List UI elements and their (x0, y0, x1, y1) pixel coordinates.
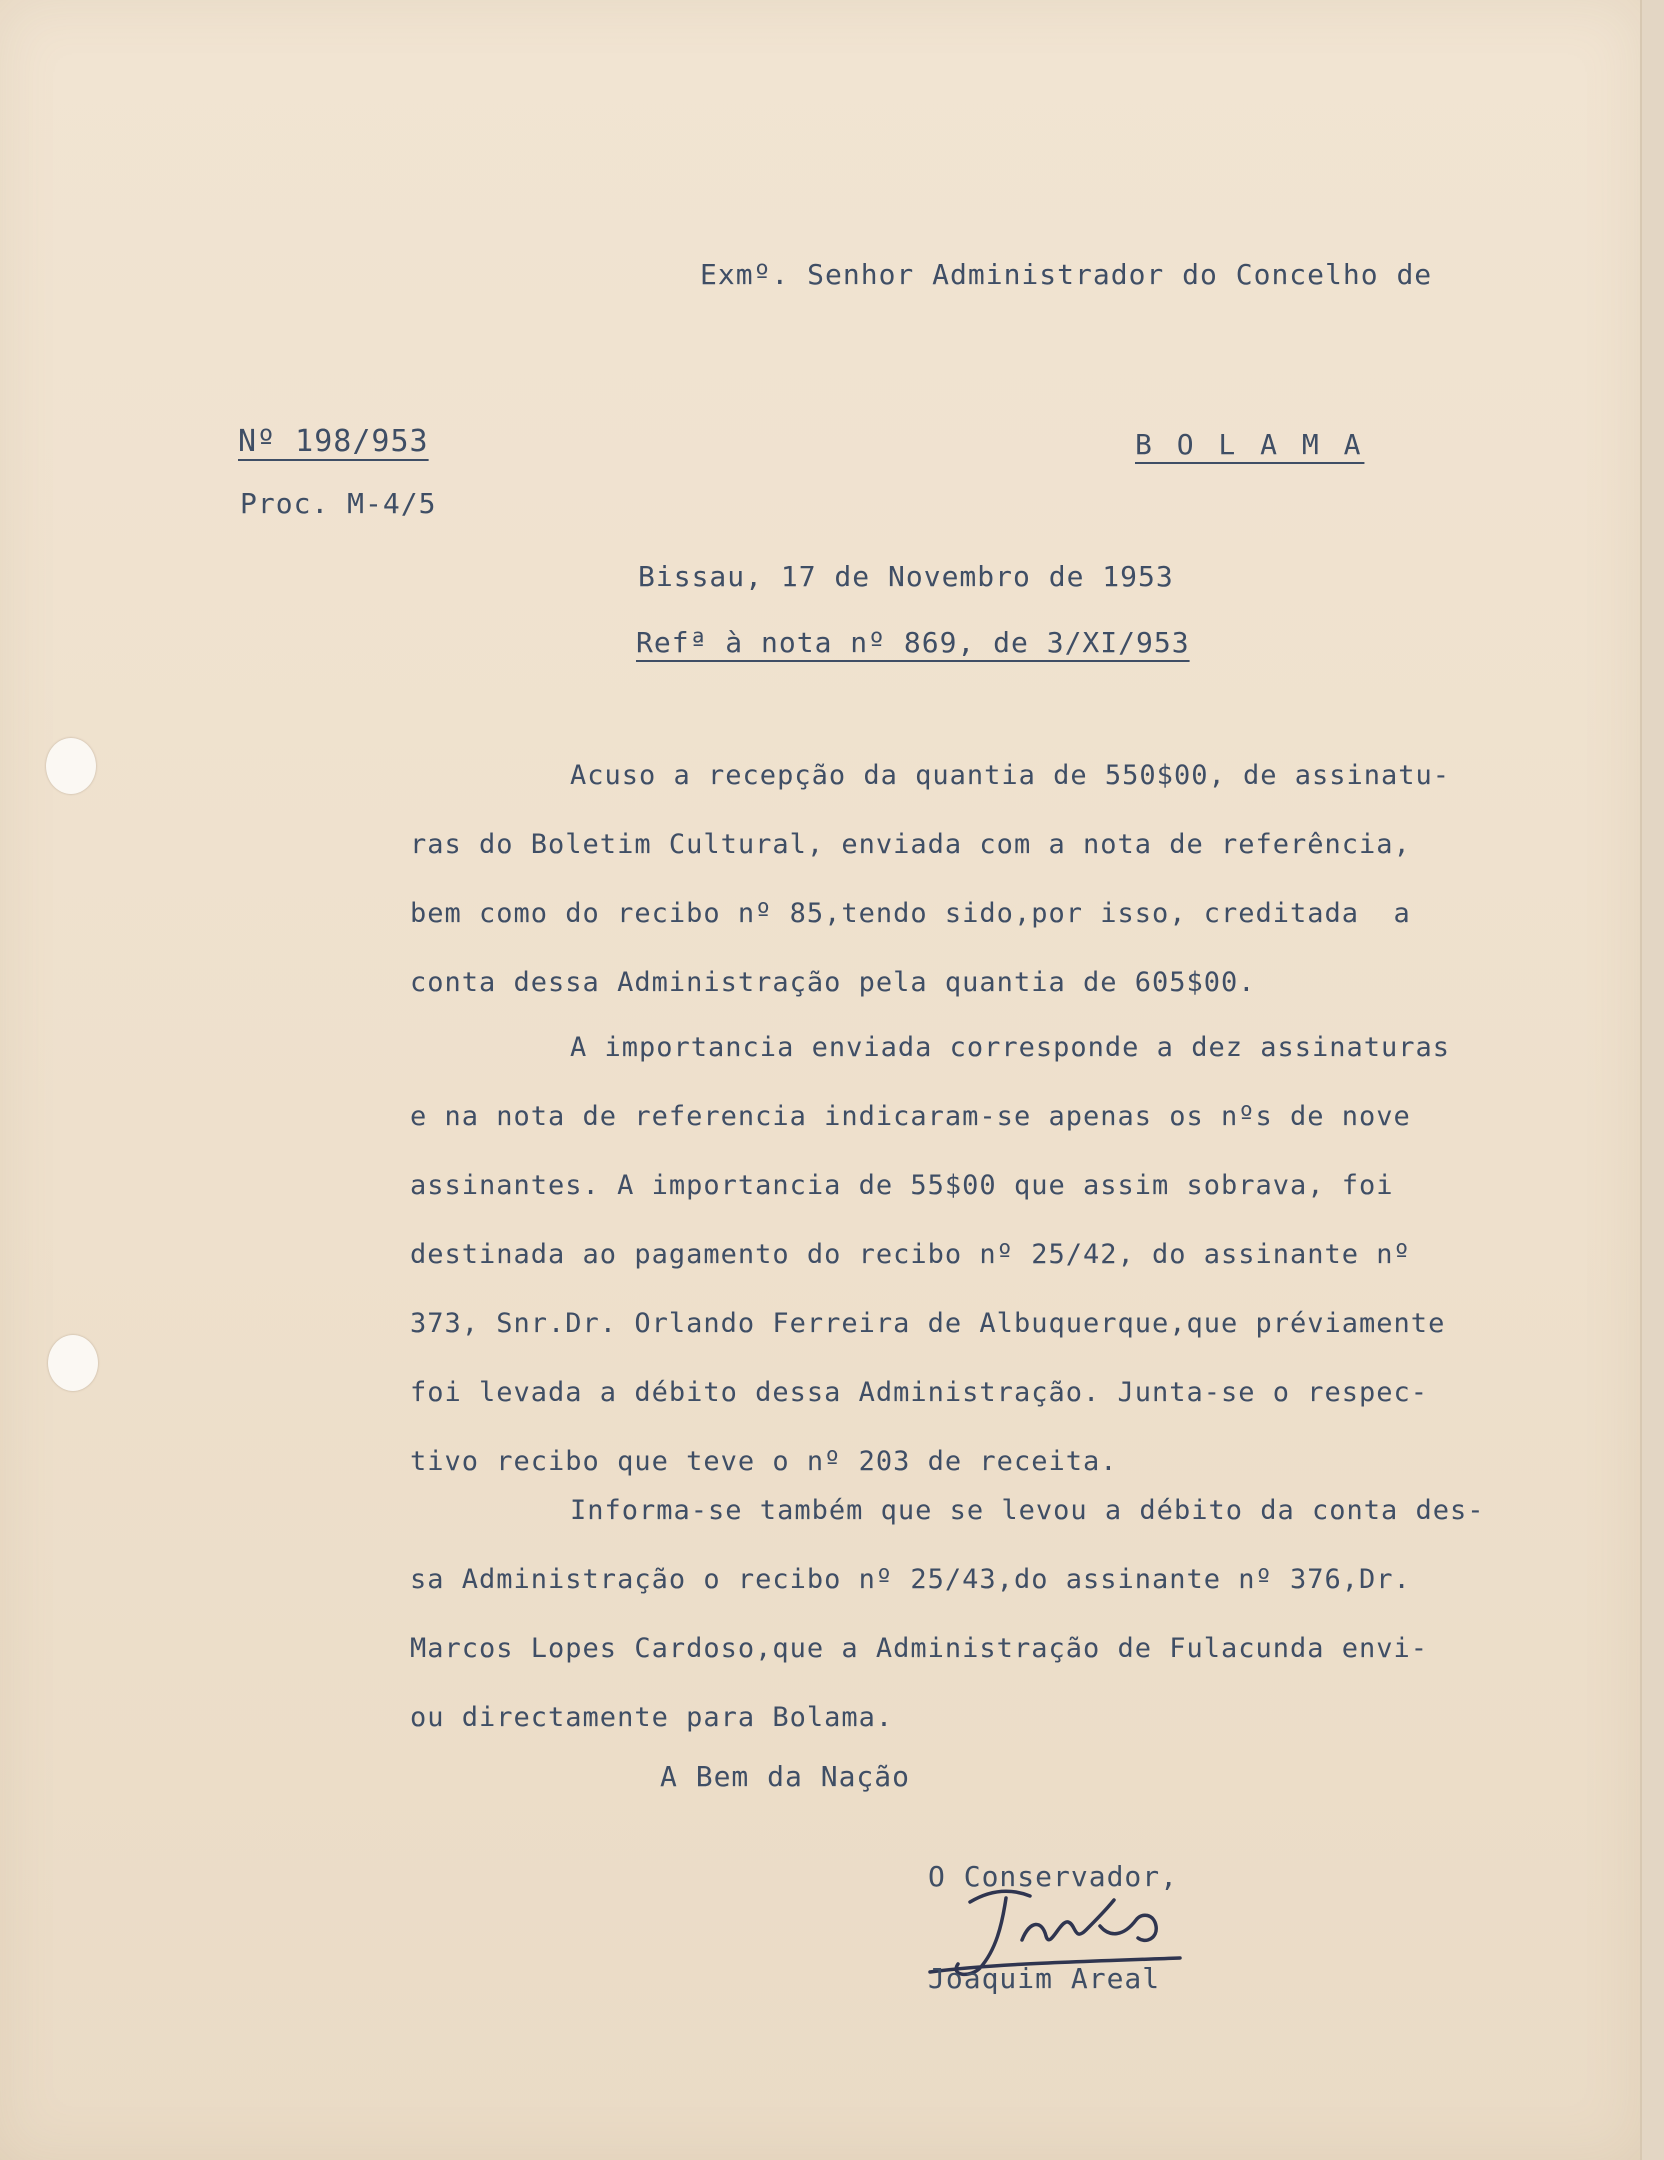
paragraph-2 (410, 1032, 1620, 1515)
reference-number: Nº 198/953 (238, 424, 429, 459)
paragraph-1-line: Acuso a recepção da quantia de 550$00, de assinatu- (570, 760, 1451, 791)
paragraph-1-line: conta dessa Administração pela quantia de 605$00. (410, 967, 1256, 998)
paragraph-3-line: sa Administração o recibo nº 25/43,do assinante nº 376,Dr. (410, 1564, 1411, 1595)
paragraph-2-line: tivo recibo que teve o nº 203 de receita. (410, 1446, 1118, 1477)
paragraph-2-line: e na nota de referencia indicaram-se apenas os nºs de nove (410, 1101, 1411, 1132)
place-date: Bissau, 17 de Novembro de 1953 (638, 560, 1174, 593)
page-edge (1640, 0, 1664, 2160)
paragraph-3-line: Informa-se também que se levou a débito da conta des- (570, 1495, 1485, 1526)
paragraph-1 (410, 760, 1620, 1036)
signature-title: O Conservador, (928, 1860, 1179, 1893)
paragraph-1-line: ras do Boletim Cultural, enviada com a nota de referência, (410, 829, 1411, 860)
note-reference: Refª à nota nº 869, de 3/XI/953 (636, 626, 1190, 659)
punch-hole-top (46, 738, 96, 794)
paragraph-1-line: bem como do recibo nº 85,tendo sido,por isso, creditada a (410, 898, 1411, 929)
signatory-name: Joaquim Areal (928, 1962, 1161, 1995)
paragraph-2-line: foi levada a débito dessa Administração. Junta-se o respec- (410, 1377, 1429, 1408)
closing-salutation: A Bem da Nação (660, 1760, 911, 1793)
paragraph-2-line: 373, Snr.Dr. Orlando Ferreira de Albuquerque,que préviamente (410, 1308, 1446, 1339)
paragraph-2-line: A importancia enviada corresponde a dez assinaturas (570, 1032, 1451, 1063)
paragraph-2-line: destinada ao pagamento do recibo nº 25/42, do assinante nº (410, 1239, 1411, 1270)
punch-hole-bottom (48, 1335, 98, 1391)
process-number: Proc. M-4/5 (240, 487, 437, 520)
destination-bolama: B O L A M A (1135, 428, 1365, 461)
paragraph-3-line: Marcos Lopes Cardoso,que a Administração de Fulacunda envi- (410, 1633, 1429, 1664)
paragraph-3 (410, 1495, 1620, 1771)
paragraph-2-line: assinantes. A importancia de 55$00 que assim sobrava, foi (410, 1170, 1394, 1201)
addressee-line: Exmº. Senhor Administrador do Concelho de (700, 258, 1433, 291)
paragraph-3-line: ou directamente para Bolama. (410, 1702, 894, 1733)
